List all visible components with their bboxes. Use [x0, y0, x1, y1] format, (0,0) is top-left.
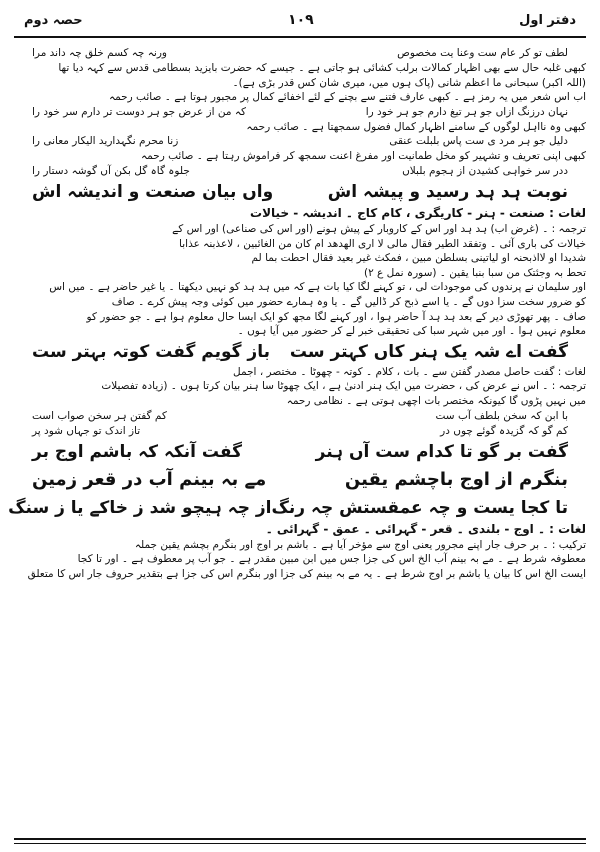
verse-line [32, 424, 568, 439]
verse-hemistich-right: ددر سر خواہی کشیدن از ہجوم بلبلاں [402, 164, 568, 177]
verse-line [32, 134, 568, 149]
verse-hemistich-left: کم گفتن ہر سخن صواب است [32, 409, 167, 422]
verse-hemistich-left: واں بیان صنعت و اندیشہ اش [32, 181, 274, 202]
text-line: کبھی غلبہ حال سے بھی اظہار کمالات برلب کشائی ہو جاتی ہے ۔ جیسے کہ حضرت بایزید بسطامی قدس سے کہہ دیا تھا [58, 62, 586, 74]
verse-hemistich-left: گفت آنکہ کہ باشم اوج بر [32, 441, 243, 462]
header-book-part: دفتر اول [519, 12, 576, 28]
verse-hemistich-left: تاز اندک تو جہاں شود پر [32, 424, 141, 437]
main-couplet [32, 339, 568, 365]
page-body [8, 46, 586, 581]
verse-hemistich-right: نوبت ہد ہد رسید و پیشہ اش [327, 181, 568, 202]
footer-rule [14, 838, 586, 844]
verse-hemistich-left: مے بہ بینم آب در قعر زمین [32, 468, 267, 490]
verse-hemistich-left: زنا محرم نگہدارید الیکار معانی را [32, 135, 179, 148]
verse-line [32, 46, 568, 61]
text-line: معلوم نہیں ہوا ۔ اور میں شہر سبا کی تحقیقی خبر لے کر حضور میں آیا ہوں ۔ [237, 325, 586, 338]
page-header [14, 8, 586, 38]
verse-line [32, 105, 568, 120]
verse-hemistich-right: دلیل جو ہر مرد ی ست پاس بلبلت عنقی [389, 135, 568, 148]
verse-hemistich-right: با ابن کہ سخن بلطف آب ست [435, 409, 568, 422]
main-couplet [32, 465, 568, 495]
verse-line [32, 164, 568, 179]
quran-line: شدیدا او لااذبحنہ او لیاتینی بسلطن مبین ، فمکث غیر بعید فقال احطت بما لم [251, 252, 586, 265]
verse-hemistich-right: گفت بر گو تا کدام ست آں ہنر [315, 441, 568, 462]
tarkeeb-line: ایست الخ اس کا بیان یا باشم بر اوج شرط ہے ۔ یہ مے بہ بینم کی جزا اور بنگرم اس کی جزا ہے بتقدیر حروف جار اس کا متعلق [27, 567, 586, 580]
verse-hemistich-right: تا کجا یست و چہ عمقستش چہ رنگ [271, 497, 568, 518]
text-line: کو ضرور سخت سزا دوں گے ۔ یا اسے ذبح کر ڈالیں گے ۔ یا وہ ہمارے حضور میں کوئی وجہ پیش کرے ۔ صاف [111, 295, 586, 308]
main-couplet [32, 179, 568, 205]
main-couplet [8, 495, 568, 521]
text-line: (اللہ اکبر) سبحانی ما اعظم شانی (پاک ہوں میں، میری شان کس قدر بڑی ہے)۔ [232, 76, 586, 89]
text-line: کبھی وہ نااہل لوگوں کے سامنے اظہار کمال فضول سمجھتا ہے ۔ صائب رحمہ [246, 120, 586, 133]
main-couplet [32, 439, 568, 465]
text-line: کبھی اپنی تعریف و تشہیر کو مخل طمانیت اور مفرغ اعنت سمجھ کر فراموش رہتا ہے ۔ صائب رحمہ [140, 150, 586, 163]
translation-line: ترجمہ : ۔ اس نے عرض کی ، حضرت میں ایک ہنر ادنیٰ ہے ، ایک چھوٹا سا ہنر بیان کرتا ہوں ۔ (زیادہ تفصیلات [101, 380, 586, 393]
verse-hemistich-right: بنگرم از اوج باچشم یقین [344, 468, 568, 490]
translation-line: میں نہیں پڑوں گا کیونکہ مختصر بات اچھی ہوتی ہے ۔ نظامی رحمہ [286, 394, 586, 407]
text-line: اب اس شعر میں یہ رمز ہے ۔ کبھی عارف فتنے سے بچنے کے لئے اخفائے کمال پر مجبور ہوتا ہے ۔ صائب رحمہ [108, 91, 586, 104]
tarkeeb-line: معطوفہ شرط ہے ۔ مے بہ بینم آب الخ اس کی جزا جس میں ابن مبین مقدر ہے ۔ جو آب پر معطوف ہے ۔ اور تا کجا [77, 553, 586, 566]
lughat-vocabulary: لغات : گفت حاصل مصدر گفتن سے ۔ بات ، کلام ۔ کوتہ - چھوٹا ۔ مختصر ، اجمل [233, 365, 586, 378]
quran-line: تحط بہ وجئتک من سبا بنبا یقین ۔ (سورہ نمل ع ۲) [363, 266, 586, 279]
verse-hemistich-right: گفت اے شہ یک ہنر کاں کہتر ست [289, 341, 568, 362]
verse-hemistich-left: از چہ ہیچو شد ز خاکے یا ز سنگ [8, 497, 272, 518]
verse-hemistich-right: لطف تو کر عام ست وعنا یت مخصوص [397, 47, 568, 59]
lughat-vocabulary: لغات : ۔ اوج - بلندی ۔ قعر - گہرائی ۔ عمق - گہرائی ۔ [265, 521, 586, 536]
quran-line: خیالات کی باری آئی ۔ وتفقد الطیر فقال مالی لا اری الھدھد ام کان من الغائبین ، لاعذبنہ عذابا [179, 237, 586, 250]
text-line: صاف ۔ پھر تھوڑی دیر کے بعد ہد ہد آ حاضر ہوا ، اور کہنے لگا مجھ کو ایک ایسا حال معلوم ہوا ہے ۔ جو حضور کو [86, 310, 586, 323]
verse-hemistich-right: کم گو کہ گزیدہ گوئے چوں در [440, 424, 568, 437]
lughat-vocabulary: لغات : صنعت - ہنر - کاریگری ، کام کاج ۔ اندیشہ - خیالات [250, 205, 586, 220]
translation-line: ترجمہ : ۔ (غرض اب) ہد ہد اور اس کے کاروبار کے پیش ہونے (اور اس کی صناعی) اور اس کے [172, 222, 586, 235]
page-number: ۱۰۹ [288, 12, 314, 28]
tarkeeb-line: ترکیب : ۔ بر حرف جار اپنے مجرور یعنی اوج سے مؤخر آیا ہے ۔ باشم بر اوج اور بنگرم بچشم یقین جملہ [134, 538, 586, 551]
verse-hemistich-left: کہ من از عرض جو ہر دوست تر دارم سر خود را [32, 105, 246, 118]
verse-hemistich-right: نہان درزنگ ازاں جو ہر تیغ دارم جو ہر خود را [365, 105, 568, 118]
text-line: اور سلیمان نے پرندوں کی موجودات لی ، تو کہنے لگا کیا بات ہے کہ میں ہد ہد کو نہیں دیکھتا ۔ یا غیر حاضر ہے ۔ میں اس [49, 281, 586, 294]
header-volume: حصہ دوم [24, 12, 83, 28]
verse-hemistich-left: جلوہ گاہ گل بکن آں گوشہ دستار را [32, 164, 190, 177]
verse-line [32, 409, 568, 424]
verse-hemistich-left: ورنہ چہ کسم خلق چہ داند مرا [32, 47, 167, 59]
verse-hemistich-left: باز گویم گفت کوتہ بہتر ست [32, 341, 270, 362]
